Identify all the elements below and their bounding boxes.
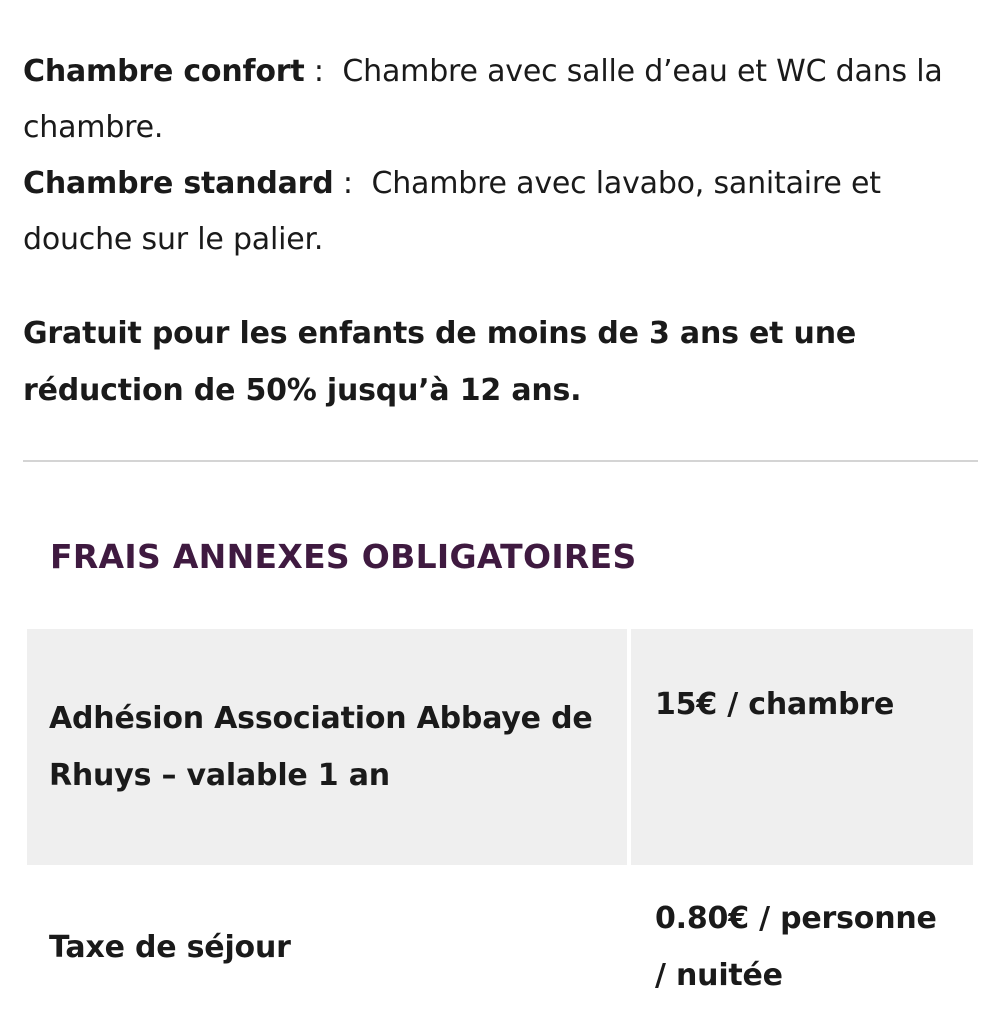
table-row (27, 865, 973, 1029)
fee-price-tourist-tax: 0.80€ / personne / nuitée (629, 865, 973, 1029)
table-row (27, 629, 973, 865)
room-standard-description: Chambre avec lavabo, sanitaire et douche sur le palier. (23, 166, 881, 257)
room-confort-description: Chambre avec salle d’eau et WC dans la chambre. (23, 54, 943, 145)
fees-section-title: FRAIS ANNEXES OBLIGATOIRES (50, 537, 637, 576)
room-standard-separator: : (333, 166, 372, 201)
room-confort-separator: : (304, 54, 343, 89)
fee-price-membership: 15€ / chambre (629, 629, 973, 865)
room-descriptions (23, 44, 983, 268)
room-confort-name: Chambre confort (23, 54, 305, 89)
room-standard-paragraph (23, 156, 983, 268)
children-pricing-note: Gratuit pour les enfants de moins de 3 ans et une réduction de 50% jusqu’à 12 ans. (23, 316, 856, 408)
room-standard-name: Chambre standard (23, 166, 334, 201)
fees-table (27, 629, 973, 1029)
fee-label-tourist-tax: Taxe de séjour (27, 865, 629, 1029)
fee-label-membership: Adhésion Association Abbaye de Rhuys – valable 1 an (27, 629, 629, 865)
section-divider (23, 460, 978, 462)
room-confort-paragraph (23, 44, 983, 156)
